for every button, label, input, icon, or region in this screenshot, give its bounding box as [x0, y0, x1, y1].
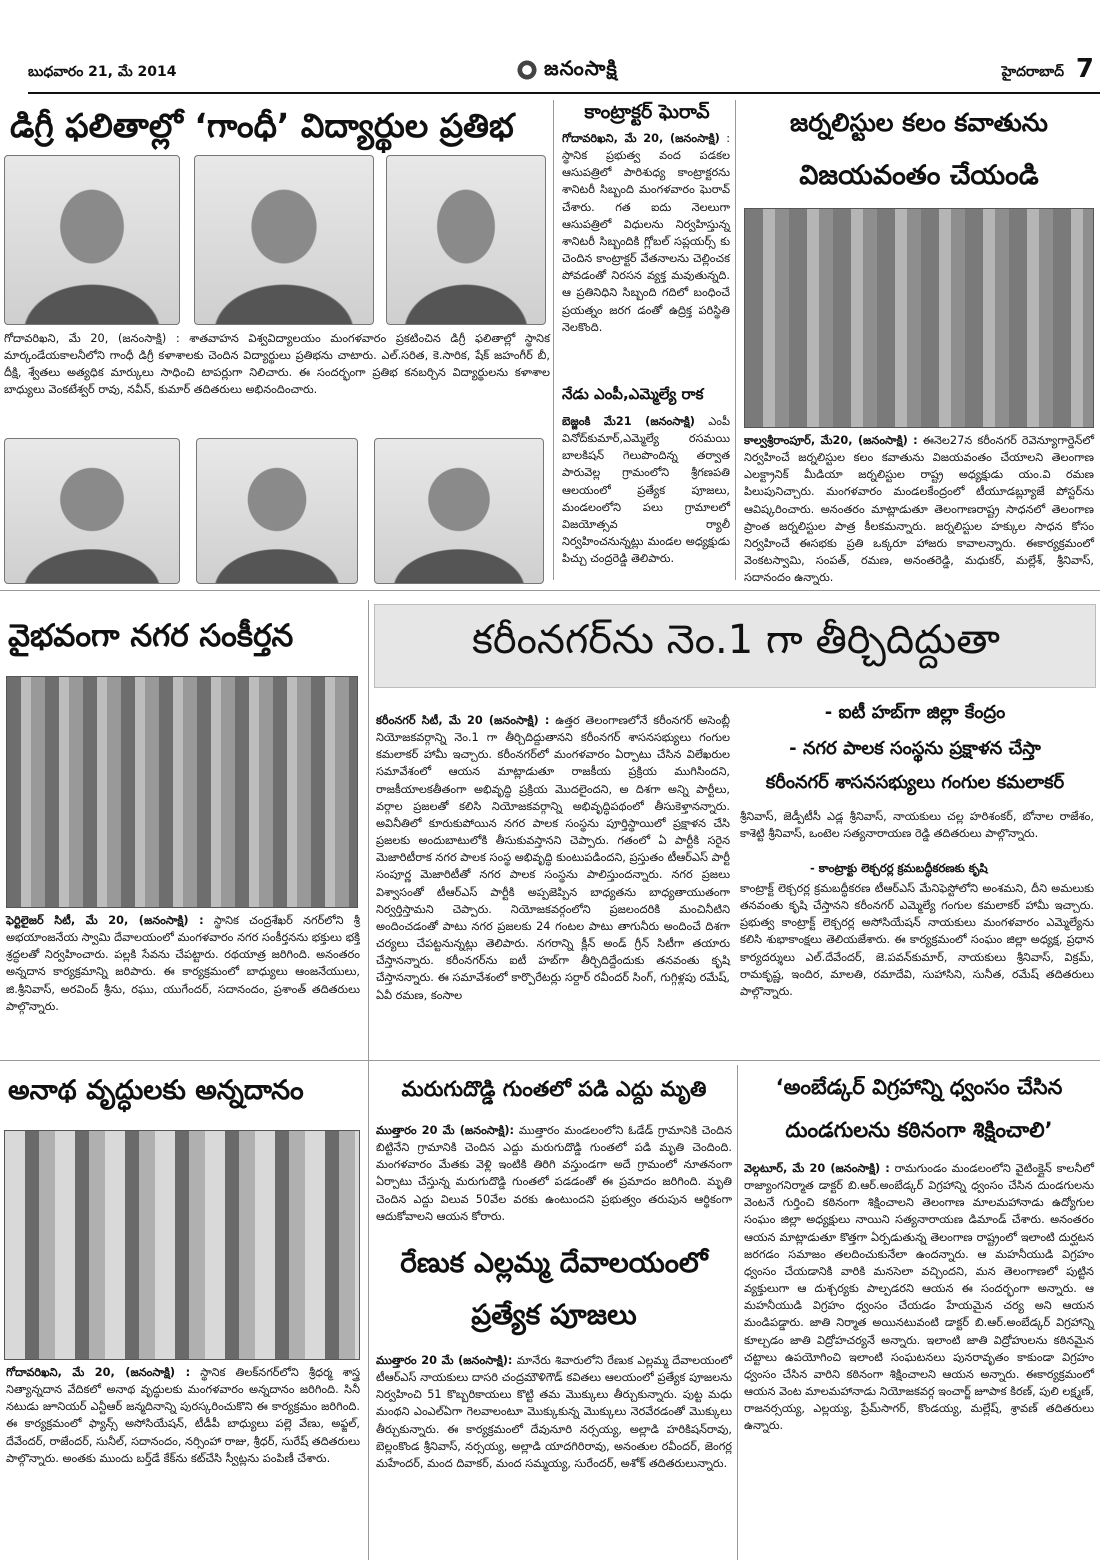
story8-text [376, 1122, 732, 1225]
story1-text [4, 330, 550, 399]
student-photo [194, 155, 374, 325]
story3-text [562, 413, 730, 567]
column-divider [737, 1065, 738, 1560]
story5-text [6, 912, 360, 1015]
story6-subhead-3: కరీంనగర్ శాసనసభ్యులు గంగుల కమలాకర్ [765, 772, 1065, 793]
student-photo [196, 438, 358, 584]
story9-headline-2: ప్రత్యేక పూజలు [471, 1298, 637, 1331]
column-divider [735, 100, 736, 580]
story9-text [376, 1352, 732, 1472]
story7-body: స్థానిక తిలక్‌నగర్‌లోని శ్రీధర్మ శాస్త్ర నిత్యాన్నదాన వేదికలో అనాథ వృద్ధులకు మంగళవారం అన్నదానం జరిగింది. సినీ నటుడు జూనియర్ ఎన్టీఆర్ జన్మదినాన్ని పురస్కరించుకొని ఈ కార్యక్రమం జరిగింది. ఈ కార్యక్రమంలో ఫ్యాన్స్ అసోసియేషన్, టీడీపీ బాధ్యులు పల్లె వేణు, అఫ్జల్, దేవేందర్, రాజేందర్, సునీల్, సదానందం, నర్సింహా రాజు, శ్రీధర్, సురేష్ తదితరులు పాల్గొన్నారు. అంతకు ముందు బర్త్‌డే కేక్‌ను కట్‌చేసి స్వీట్లను పంపిణీ చేశారు. [6, 1366, 361, 1465]
issue-date: బుధవారం 21, మే 2014 [28, 64, 177, 80]
food-donation-photo [4, 1130, 360, 1360]
story7-dateline: గోదావరిఖని, మే 20, (జనంసాక్షి) : [6, 1366, 191, 1379]
student-photo [374, 438, 544, 584]
logo-emblem-icon [516, 59, 538, 81]
story9-dateline: ముత్తారం 20 మే (జనంసాక్షి): [376, 1354, 513, 1367]
story5-body: స్థానిక చంద్రశేఖర్ నగర్‌లోని శ్రీ అభయాంజనేయ స్వామి దేవాలయంలో మంగళవారం నగర సంకీర్తనను భక్తులు భక్తి శ్రద్ధలతో నిర్వహించారు. పల్లకి సేవను చేపట్టారు. రథయాత్ర జరిగింది. అనంతరం అన్నదాన కార్యక్రమాన్ని జరిపారు. ఈ కార్యక్రమంలో బాధ్యులు ఆంజనేయులు, జి.శ్రీనివాస్, అరవింద్ శ్రీను, రఘు, యుగేందర్, సదానందం, ప్రశాంత్ తదితరులు పాల్గొన్నారు. [6, 914, 360, 1013]
story2-dateline: గోదావరిఖని, మే 20, (జనంసాక్షి) [562, 132, 720, 145]
student-photo [4, 438, 180, 584]
story2-headline: కాంట్రాక్టర్ ఘెరావ్ [584, 101, 710, 123]
story4-headline-1: జర్నలిస్టుల కలం కవాతును [790, 108, 1048, 137]
story5-dateline: ఫెర్టిలైజర్ సిటీ, మే 20, (జనంసాక్షి) : [6, 914, 204, 927]
story1-body: శాతవాహన విశ్వవిద్యాలయం మంగళవారం ప్రకటించిన డిగ్రీ ఫలితాల్లో స్థానిక మార్కండేయకాలనీలోని గాంధీ డిగ్రీ కళాశాలకు చెందిన విద్యార్థులు ప్రతిభను చాటారు. ఎల్.సరిత, కె.సారిక, షేక్ జహంగీర్ బీ, దీక్షి, శ్వేతలు అత్యధిక మార్కులు సాధించి టాపర్లుగా నిలిచారు. ఈ సందర్భంగా ప్రతిభ కనబర్చిన విద్యార్థులను కళాశాల బాధ్యులు వెంకటేశ్వర్ రావు, నవీన్, కుమార్ తదితరులు అభినందించారు. [4, 332, 550, 397]
story1-headline: డిగ్రీ ఫలితాల్లో ‘గాంధీ’ విద్యార్థుల ప్రతిభ [10, 106, 514, 145]
edition-city: హైదరాబాద్ [1001, 64, 1064, 80]
story4-dateline: కాల్వశ్రీరాంపూర్, మే20, (జనంసాక్షి) : [744, 434, 918, 447]
story6-headline: కరీంనగర్‌ను నెం.1 గా తీర్చిదిద్దుతా [472, 617, 1000, 663]
story3-body: ఎంపీ వినోద్‌కుమార్,ఎమ్మెల్యే రసమయి బాలకిషన్ గెలుపొందిన్న తర్వాత పారువెల్ల గ్రామంలోని శ్రీగణపతి ఆలయంలో ప్రత్యేక పూజలు, మండలంలోని పలు గ్రామాలలో విజయోత్సవ ర్యాలీ నిర్వహించనున్నట్లు మండల అధ్యక్షుడు పిచ్చు చంద్రరెడ్డి తెలిపారు. [562, 415, 730, 566]
column-divider [553, 100, 554, 580]
student-photo [4, 155, 180, 325]
story4-body: ఈనెల27న కరీంనగర్ రెవెన్యూగార్డెన్‌లో నిర్వహించే జర్నలిస్టుల కలం కవాతును విజయవంతం చేయాలని తెలంగాణ ఎలక్ట్రానిక్ మీడియా జర్నలిస్టుల రాష్ట్ర అధ్యక్షుడు యం.వి రమణ పిలుపునిచ్చారు. మంగళవారం మండలకేంద్రంలో టీయూడబ్ల్యూజే పోస్టర్‌ను ఆవిష్కరించారు. అనంతరం మాట్లాడుతూ తెలంగాణరాష్ట్ర సాధనలో తెలంగాణ ప్రాంత జర్నలిస్టుల పాత్ర కీలకమన్నారు. జర్నలిస్టుల హక్కుల సాధన కోసం నిర్వహించే ఈసభకు ప్రతి ఒక్కరూ హాజరు కావాలన్నారు. ఈకార్యక్రమంలో వెంకటస్వామి, సంపత్, రమణ, అనంతరెడ్డి, మధుకర్, మల్లేశ్, శ్రీనివాస్, సదానందం ఉన్నారు. [744, 434, 1094, 585]
story4-headline-2: విజయవంతం చేయండి [799, 160, 1039, 191]
paper-logo [516, 56, 618, 84]
story5-headline: వైభవంగా నగర సంకీర్తన [8, 618, 294, 654]
story7-headline: అనాథ వృద్ధులకు అన్నదానం [8, 1075, 304, 1106]
story7-text [6, 1364, 360, 1467]
paper-name: జనంసాక్షి [544, 55, 618, 80]
story10-body: రామగుండం మండలంలోని వైటింక్లైన్ కాలనీలో రాజ్యాంగనిర్మాత డాక్టర్ బి.ఆర్.అంబేడ్కర్ విగ్రహాన్ని ధ్వంసం చేసిన దుండగులను వెంటనే గుర్తించి కఠినంగా శిక్షించాలని తెలంగాణ మాలమహానాడు ఉద్యోగుల సంఘం జిల్లా అధ్యక్షులు నాయిని సత్యనారాయణ డిమాండ్ చేశారు. అనంతరం ఆయన మాట్లాడుతూ కొత్తగా ఏర్పడుతున్న తెలంగాణ రాష్ట్రంలో ఇలాంటి దుర్ఘటన జరగడం సమాజం తలదించుకునేలా ఉందన్నారు. ఆ మహనీయుడి విగ్రహం ధ్వంసం చేయడానికి వారికి మనసెలా వచ్చిందని, మన తెలంగాణలో పుట్టిన వ్యక్తులుగా ఆ దుశ్చర్యకు పాల్పడరని ఆయన ఈ సందర్భంగా అన్నారు. ఆ మహనీయుడి విగ్రహం ధ్వంసం చేయడం హేయమైన చర్య అని ఆయన మండిపడ్డారు. జాతి నిర్మాత అయినటువంటి డాక్టర్ బి.ఆర్.అంబేడ్కర్ విగ్రహాన్ని కూల్చడం జాతి విద్రోహచర్యనే అన్నారు. ఇలాంటి జాతి విద్రోహులను కఠినమైన చట్టాలు ఉపయోగించి ఇలాంటి సంఘటనలు పునరావృతం కాకుండా విగ్రహం ధ్వంసం చేసిన వారిని కఠినంగా శిక్షించాలని ఆయన అన్నారు. ఈకార్యక్రమంలో ఆయన వెంట మాలమహానాడు నియోజకవర్గ ఇంచార్జ్ జూపాక కిరణ్, పులి లక్ష్మణ్, రాజనర్సయ్య, ఎల్లయ్య, ప్రేమ్‌సాగర్, కొండయ్య, మల్లేష్, శ్రావణ్ తదితరులు ఉన్నారు. [744, 1162, 1094, 1433]
story6-subhead-1: - ఐటీ హబ్‌గా జిల్లా కేంద్రం [824, 702, 1006, 723]
story2-text [562, 130, 730, 336]
story6-text [376, 712, 730, 1004]
column-divider [368, 600, 369, 1560]
story6-body: ఉత్తర తెలంగాణలోనే కరీంనగర్ అసెంబ్లీ నియోజకవర్గాన్ని నెం.1 గా తీర్చిదిద్దుతానని కరీంనగర్ శాసనసభ్యులు గంగుల కమలాకర్ హామీ ఇచ్చారు. కరీంనగర్‌లో మంగళవారం ఏర్పాటు చేసిన విలేఖరుల సమావేశంలో ఆయన మాట్లాడుతూ రాజకీయ ప్రక్రియ ముగిసిందని, రాజకీయాలకతీతంగా అభివృద్ధి ప్రక్రియ మొదలైందని, అ దిశగా అన్ని పార్టీలు, వర్గాల ప్రజలతో కలిసి నియోజకవర్గాన్ని అభివృద్ధిపథంలో తీసుకెళ్తానన్నారు. అవినీతిలో కూరుకుపోయిన నగర పాలక సంస్థను పూర్తిస్థాయిలో ప్రక్షాళన చేసి ప్రజలకు అందుబాటులోకి తీసుకువస్తానని చెప్పారు. గతంలో ఏ పార్టీకి సరైన మెజారిటీరాక నగర పాలక సంస్థ అభివృద్ధి కుంటుపడిందని, ప్రస్తుతం టీఆర్ఎస్ పార్టీ సంపూర్ణ మెజారిటీతో నగర పాలక సంస్థను పాలిస్తుందన్నారు. నగర ప్రజలు విశ్వాసంతో టీఆర్ఎస్ పార్టీకి అప్పజెప్పిన బాధ్యతను బాధ్యతాయుతంగా నిర్వర్తిస్తామని చెప్పారు. నియోజకవర్గంలోని ప్రజలందరికి మంచినీటిని అందించడంతో పాటు నగర ప్రజలకు 24 గంటల పాటు తాగునీరు అందించే దిశగా చర్యలు చేపట్టనున్నట్లు తెలిపారు. నగరాన్ని క్లీన్ అండ్ గ్రీన్ సిటీగా తయారు చేస్తానన్నారు. కరీంనగర్‌ను ఐటీ హబ్‌గా తీర్చిదిద్దేందుకు తనవంతు కృషి చేస్తానన్నారు. ఈ సమావేశంలో కార్పొరేటర్లు సర్దార్ రవీందర్ సింగ్, గుగ్గిళ్లపు రమేష్, ఏవీ రమణ, కంసాల [376, 714, 731, 1002]
story8-body: ముత్తారం మండలంలోని ఓడేడ్ గ్రామానికి చెందిన బిట్టినేని గ్రామానికి చెందిన ఎద్దు మరుగుదొడ్డి గుంతలో పడి మృతి చెందింది. మంగళవారం మేతకు వెళ్లి ఇంటికి తిరిగి వస్తుండగా అదే గ్రామంలో నూతనంగా ఏర్పాటు చేస్తున్న మరుగుదొడ్డి గుంతలో పడడంతో ఈ ప్రమాదం జరిగింది. మృతి చెందిన ఎద్దు విలువ 50వేల వరకు ఉంటుందని ప్రభుత్వం తరుపున ఆర్థికంగా ఆదుకోవాలని ఆయన కోరారు. [376, 1124, 732, 1223]
story2-body: : స్థానిక ప్రభుత్వ వంద పడకల ఆసుపత్రిలో పారిశుధ్య కాంట్రాక్టరను శానిటరీ సిబ్బంది మంగళవారం ఘెరావ్ చేశారు. గత ఐదు నెలలుగా ఆసుపత్రిలో విధులను నిర్వహిస్తున్న శానిటరీ సిబ్బందికి గ్లోబల్ సప్లయర్స్ కు చెందిన కాంట్రాక్టర్ వేతనాలను చెల్లించక పోవడంతో నిరసన వ్యక్త మవుతున్నది. ఆ ప్రతినిధిని సిబ్బంది గదిలో బంధించే ప్రయత్నం జరగ డంతో ఉద్రిక్త పరిస్థితి నెలకొంది. [562, 132, 730, 334]
story3-dateline: బెజ్జంకి మే21 (జనంసాక్షి) [562, 415, 695, 428]
story9-headline-1: రేణుక ఎల్లమ్మ దేవాలయంలో [400, 1246, 708, 1279]
story6-subhead-4: - కాంట్రాక్టు లెక్చరర్ల క్రమబద్ధీకరణకు కృషి [810, 861, 988, 875]
story4-text [744, 432, 1094, 586]
story1-dateline: గోదావరిఖని, మే 20, (జనంసాక్షి) : [4, 332, 180, 345]
section-divider [0, 1060, 1100, 1061]
procession-photo [6, 676, 358, 908]
story6-text-continued: శ్రీనివాస్, జెడ్పీటీసీ ఎడ్ల శ్రీనివాస్, నాయకులు చల్ల హరిశంకర్, బోనాల రాజేశం, కాశెట్టి శ్రీనివాస్, ఒంటెల సత్యనారాయణ రెడ్డి తదితరులు పాల్గొన్నారు. [740, 810, 1094, 841]
story8-headline: మరుగుదొడ్డి గుంతలో పడి ఎద్దు మృతి [401, 1077, 707, 1101]
student-photo [386, 155, 546, 325]
story9-body: మానేరు శివారులోని రేణుక ఎల్లమ్మ దేవాలయంలో టీఆర్ఎస్ నాయకులు దాసరి చంద్రమౌళిగౌడ్ కవితలు ఆలయంలో ప్రత్యేక పూజలను నిర్వహించి 51 కొబ్బరికాయలు కొట్టి తమ మొక్కులు తీర్చుకున్నారు. పుట్ట మధు మంథని ఎంఎల్ఏగా గెలవాలంటూ మొక్కుకున్న మొక్కులు నెరవేరడంతో మొక్కులు తీర్చుకున్నారు. ఈ కార్యక్రమంలో దేవునూరి నర్సయ్య, అల్లాడి హరికిషన్‌రావు, బెల్లంకొండ శ్రీనివాస్, నర్సయ్య, అల్లాడి యాదగిరిరావు, అనంతుల రవీందర్, జెంగర్ల మహేందర్, మంద దివాకర్, మంద సమ్మయ్య, సురేందర్, అశోక్ తదితరులున్నారు. [376, 1354, 732, 1470]
story10-text [744, 1160, 1094, 1435]
story6-text-part3: కాంట్రాక్ట్ లెక్చరర్ల క్రమబద్ధీకరణ టీఆర్ఎస్ మేనిఫెస్టోలోని అంశమని, దీని అమలుకు తనవంతు కృషి చేస్తానని కరీంనగర్ ఎమ్మెల్యే గంగుల కమలాకర్ హామీ ఇచ్చారు. ప్రభుత్వ కాంట్రాక్ట్ లెక్చరర్ల అసోసియేషన్ నాయకులు మంగళవారం ఎమ్మెల్యేను కలిసి శుభాకాంక్షలు తెలియజేశారు. ఈ కార్యక్రమంలో సంఘం జిల్లా అధ్యక్ష, ప్రధాన కార్యదర్శులు ఎల్.దేవేందర్, జె.పవన్‌కుమార్, నాయకులు శ్రీనివాస్, విక్రమ్, రామకృష్ణ, ఇందిర, మాలతి, రమాదేవి, సుహాసిని, సునీత, రమేష్ తదితరులు పాల్గొన్నారు. [740, 882, 1094, 998]
page-number: 7 [1075, 54, 1094, 84]
story10-headline-1: ‘అంబేడ్కర్ విగ్రహాన్ని ధ్వంసం చేసిన [775, 1075, 1063, 1099]
story6-dateline: కరీంనగర్ సిటీ, మే 20 (జనంసాక్షి) : [376, 714, 550, 727]
section-divider [0, 590, 1100, 591]
journalists-photo [744, 208, 1094, 428]
story10-dateline: వెల్గటూర్, మే 20 (జనంసాక్షి) : [744, 1162, 890, 1175]
story3-headline: నేడు ఎంపీ,ఎమ్మెల్యే రాక [562, 385, 704, 403]
story8-dateline: ముత్తారం 20 మే (జనంసాక్షి): [376, 1124, 515, 1137]
story6-subhead-2: - నగర పాలక సంస్థను ప్రక్షాళన చేస్తా [789, 738, 1041, 759]
masthead [28, 52, 1100, 94]
story10-headline-2: దుండగులను కఠినంగా శిక్షించాలి’ [785, 1118, 1053, 1142]
